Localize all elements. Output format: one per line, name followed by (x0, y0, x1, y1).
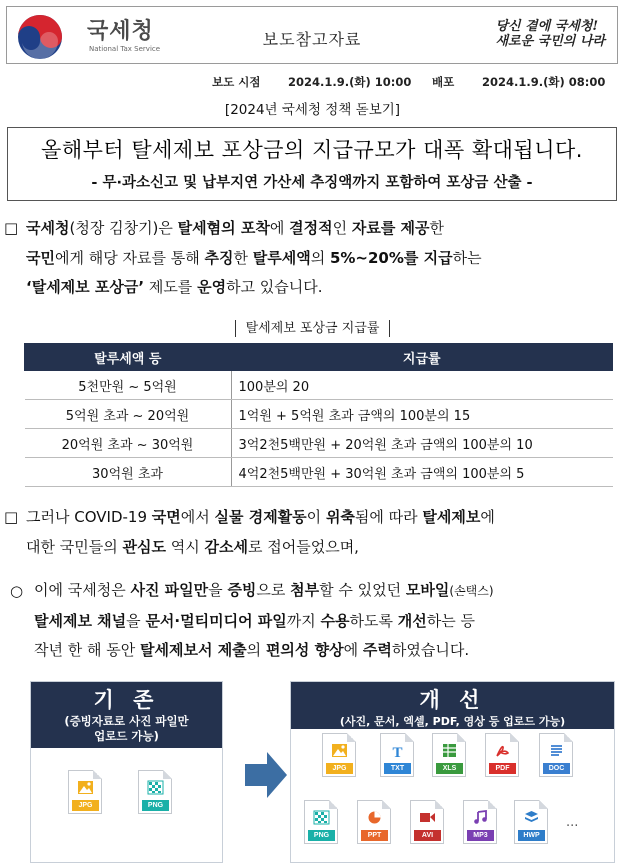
square-bullet: □ (4, 219, 19, 237)
arrow-right-icon (245, 750, 287, 800)
doc-glyph-icon (548, 743, 565, 758)
after-panel-header (291, 682, 614, 729)
text-line: 작년 한 해 동안 탈세제보서 제출의 편의성 향상에 주력하였습니다. (34, 641, 470, 659)
avi-glyph-icon (419, 810, 436, 825)
caption-bar-left (235, 320, 236, 337)
slogan (495, 19, 605, 49)
mp3-file-icon (463, 800, 497, 844)
after-panel-title: 개 선 (419, 688, 486, 712)
doc-file-icon (539, 733, 573, 777)
report-time-label: 보도 시점 (212, 75, 261, 89)
text-line: 대한 국민들의 관심도 역시 감소세로 접어들었으며, (26, 537, 359, 556)
before-panel-title: 기 존 (93, 688, 160, 712)
headline: 올해부터 탈세제보 포상금의 지급규모가 대폭 확대됩니다. (41, 138, 583, 162)
distribution-time: 2024.1.9.(화) 08:00 (482, 75, 606, 89)
jpg-glyph-icon (331, 743, 348, 758)
circle-bullet: ○ (10, 582, 24, 600)
org-name: 국세청 (87, 19, 154, 44)
text-line: 탈세제보 채널을 문서·멀티미디어 파일까지 수용하도록 개선하는 등 (34, 611, 475, 630)
file-type-label: PNG (142, 800, 169, 811)
table-cell: 30억원 초과 (25, 458, 232, 487)
txt-file-icon (380, 733, 414, 777)
file-type-label: PNG (308, 830, 335, 841)
ppt-file-icon (357, 800, 391, 844)
table-cell: 1억원 + 5억원 초과 금액의 100분의 15 (231, 400, 613, 429)
file-type-label: XLS (436, 763, 463, 774)
avi-file-icon (410, 800, 444, 844)
png-file-icon (138, 770, 172, 814)
series-tag: [2024년 국세청 정책 돋보기] (224, 102, 401, 118)
file-type-label: HWP (518, 830, 545, 841)
table-cell: 100분의 20 (231, 371, 613, 400)
text-line: 그러나 COVID-19 국면에서 실물 경제활동이 위축됨에 따라 탈세제보에 (26, 508, 495, 526)
text-line: 국민에게 해당 자료를 통해 추징한 탈루세액의 5%~20%를 지급하는 (26, 248, 482, 267)
before-panel (30, 681, 223, 863)
table-row (25, 458, 613, 487)
table-cell: 20억원 초과 ~ 30억원 (25, 429, 232, 458)
report-time: 2024.1.9.(화) 10:00 (288, 75, 412, 89)
table-cell: 5천만원 ~ 5억원 (25, 371, 232, 400)
headline-box (7, 127, 617, 201)
column-header: 탈루세액 등 (25, 344, 232, 371)
jpg-file-icon (68, 770, 102, 814)
file-type-label: TXT (384, 763, 411, 774)
before-panel-desc-1: (증빙자료로 사진 파일만 (64, 714, 189, 728)
table-row (25, 429, 613, 458)
file-type-label: JPG (72, 800, 99, 811)
paragraph-decline (26, 503, 495, 562)
before-panel-header (31, 682, 222, 748)
file-type-label: AVI (414, 830, 441, 841)
before-panel-desc-2: 업로드 가능) (94, 729, 159, 743)
png-glyph-icon (313, 810, 330, 825)
jpg-glyph-icon (77, 780, 94, 795)
subheadline: - 무·과소신고 및 납부지연 가산세 추징액까지 포함하여 포상금 산출 - (91, 175, 533, 191)
caption-bar-right (389, 320, 390, 337)
txt-glyph-icon (389, 743, 406, 758)
table-caption-text: 탈세제보 포상금 지급률 (245, 321, 380, 336)
file-type-label: PPT (361, 830, 388, 841)
table-header-row (25, 344, 613, 371)
file-type-label: PDF (489, 763, 516, 774)
ppt-glyph-icon (366, 810, 383, 825)
xls-file-icon (432, 733, 466, 777)
press-release-header (6, 6, 618, 64)
text-line: ‘탈세제보 포상금’ 제도를 운영하고 있습니다. (26, 278, 323, 296)
table-caption (0, 317, 625, 337)
text-line: 이에 국세청은 사진 파일만을 증빙으로 첨부할 수 있었던 모바일(손택스) (34, 581, 494, 599)
xls-glyph-icon (441, 743, 458, 758)
column-header: 지급률 (231, 344, 613, 371)
png-glyph-icon (147, 780, 164, 795)
paragraph-improvement (34, 576, 494, 666)
slogan-line-1: 당신 곁에 국세청! (495, 19, 599, 34)
pdf-file-icon (485, 733, 519, 777)
file-type-label: MP3 (467, 830, 494, 841)
distribution-label: 배포 (432, 75, 455, 89)
after-panel-desc: (사진, 문서, 엑셀, PDF, 영상 등 업로드 가능) (339, 715, 566, 728)
pdf-glyph-icon (494, 743, 511, 758)
paragraph-intro (26, 214, 482, 303)
table-cell: 5억원 초과 ~ 20억원 (25, 400, 232, 429)
jpg-file-icon (322, 733, 356, 777)
mp3-glyph-icon (472, 810, 489, 825)
more-ellipsis: ... (566, 815, 579, 830)
slogan-line-2: 새로운 국민의 나라 (495, 34, 605, 49)
square-bullet: □ (4, 508, 19, 526)
hwp-glyph-icon (523, 810, 540, 825)
table-row (25, 400, 613, 429)
hwp-file-icon (514, 800, 548, 844)
png-file-icon (304, 800, 338, 844)
document-type: 보도참고자료 (262, 30, 362, 49)
table-cell: 3억2천5백만원 + 20억원 초과 금액의 100분의 10 (231, 429, 613, 458)
table-row (25, 371, 613, 400)
org-name-english: National Tax Service (89, 45, 161, 53)
reward-rate-table (24, 343, 613, 487)
file-type-label: JPG (326, 763, 353, 774)
text-line: 국세청(청장 김창기)은 탈세혐의 포착에 결정적인 자료를 제공한 (26, 219, 445, 237)
svg-text:T: T (392, 745, 403, 758)
table-cell: 4억2천5백만원 + 30억원 초과 금액의 100분의 5 (231, 458, 613, 487)
file-type-label: DOC (543, 763, 570, 774)
